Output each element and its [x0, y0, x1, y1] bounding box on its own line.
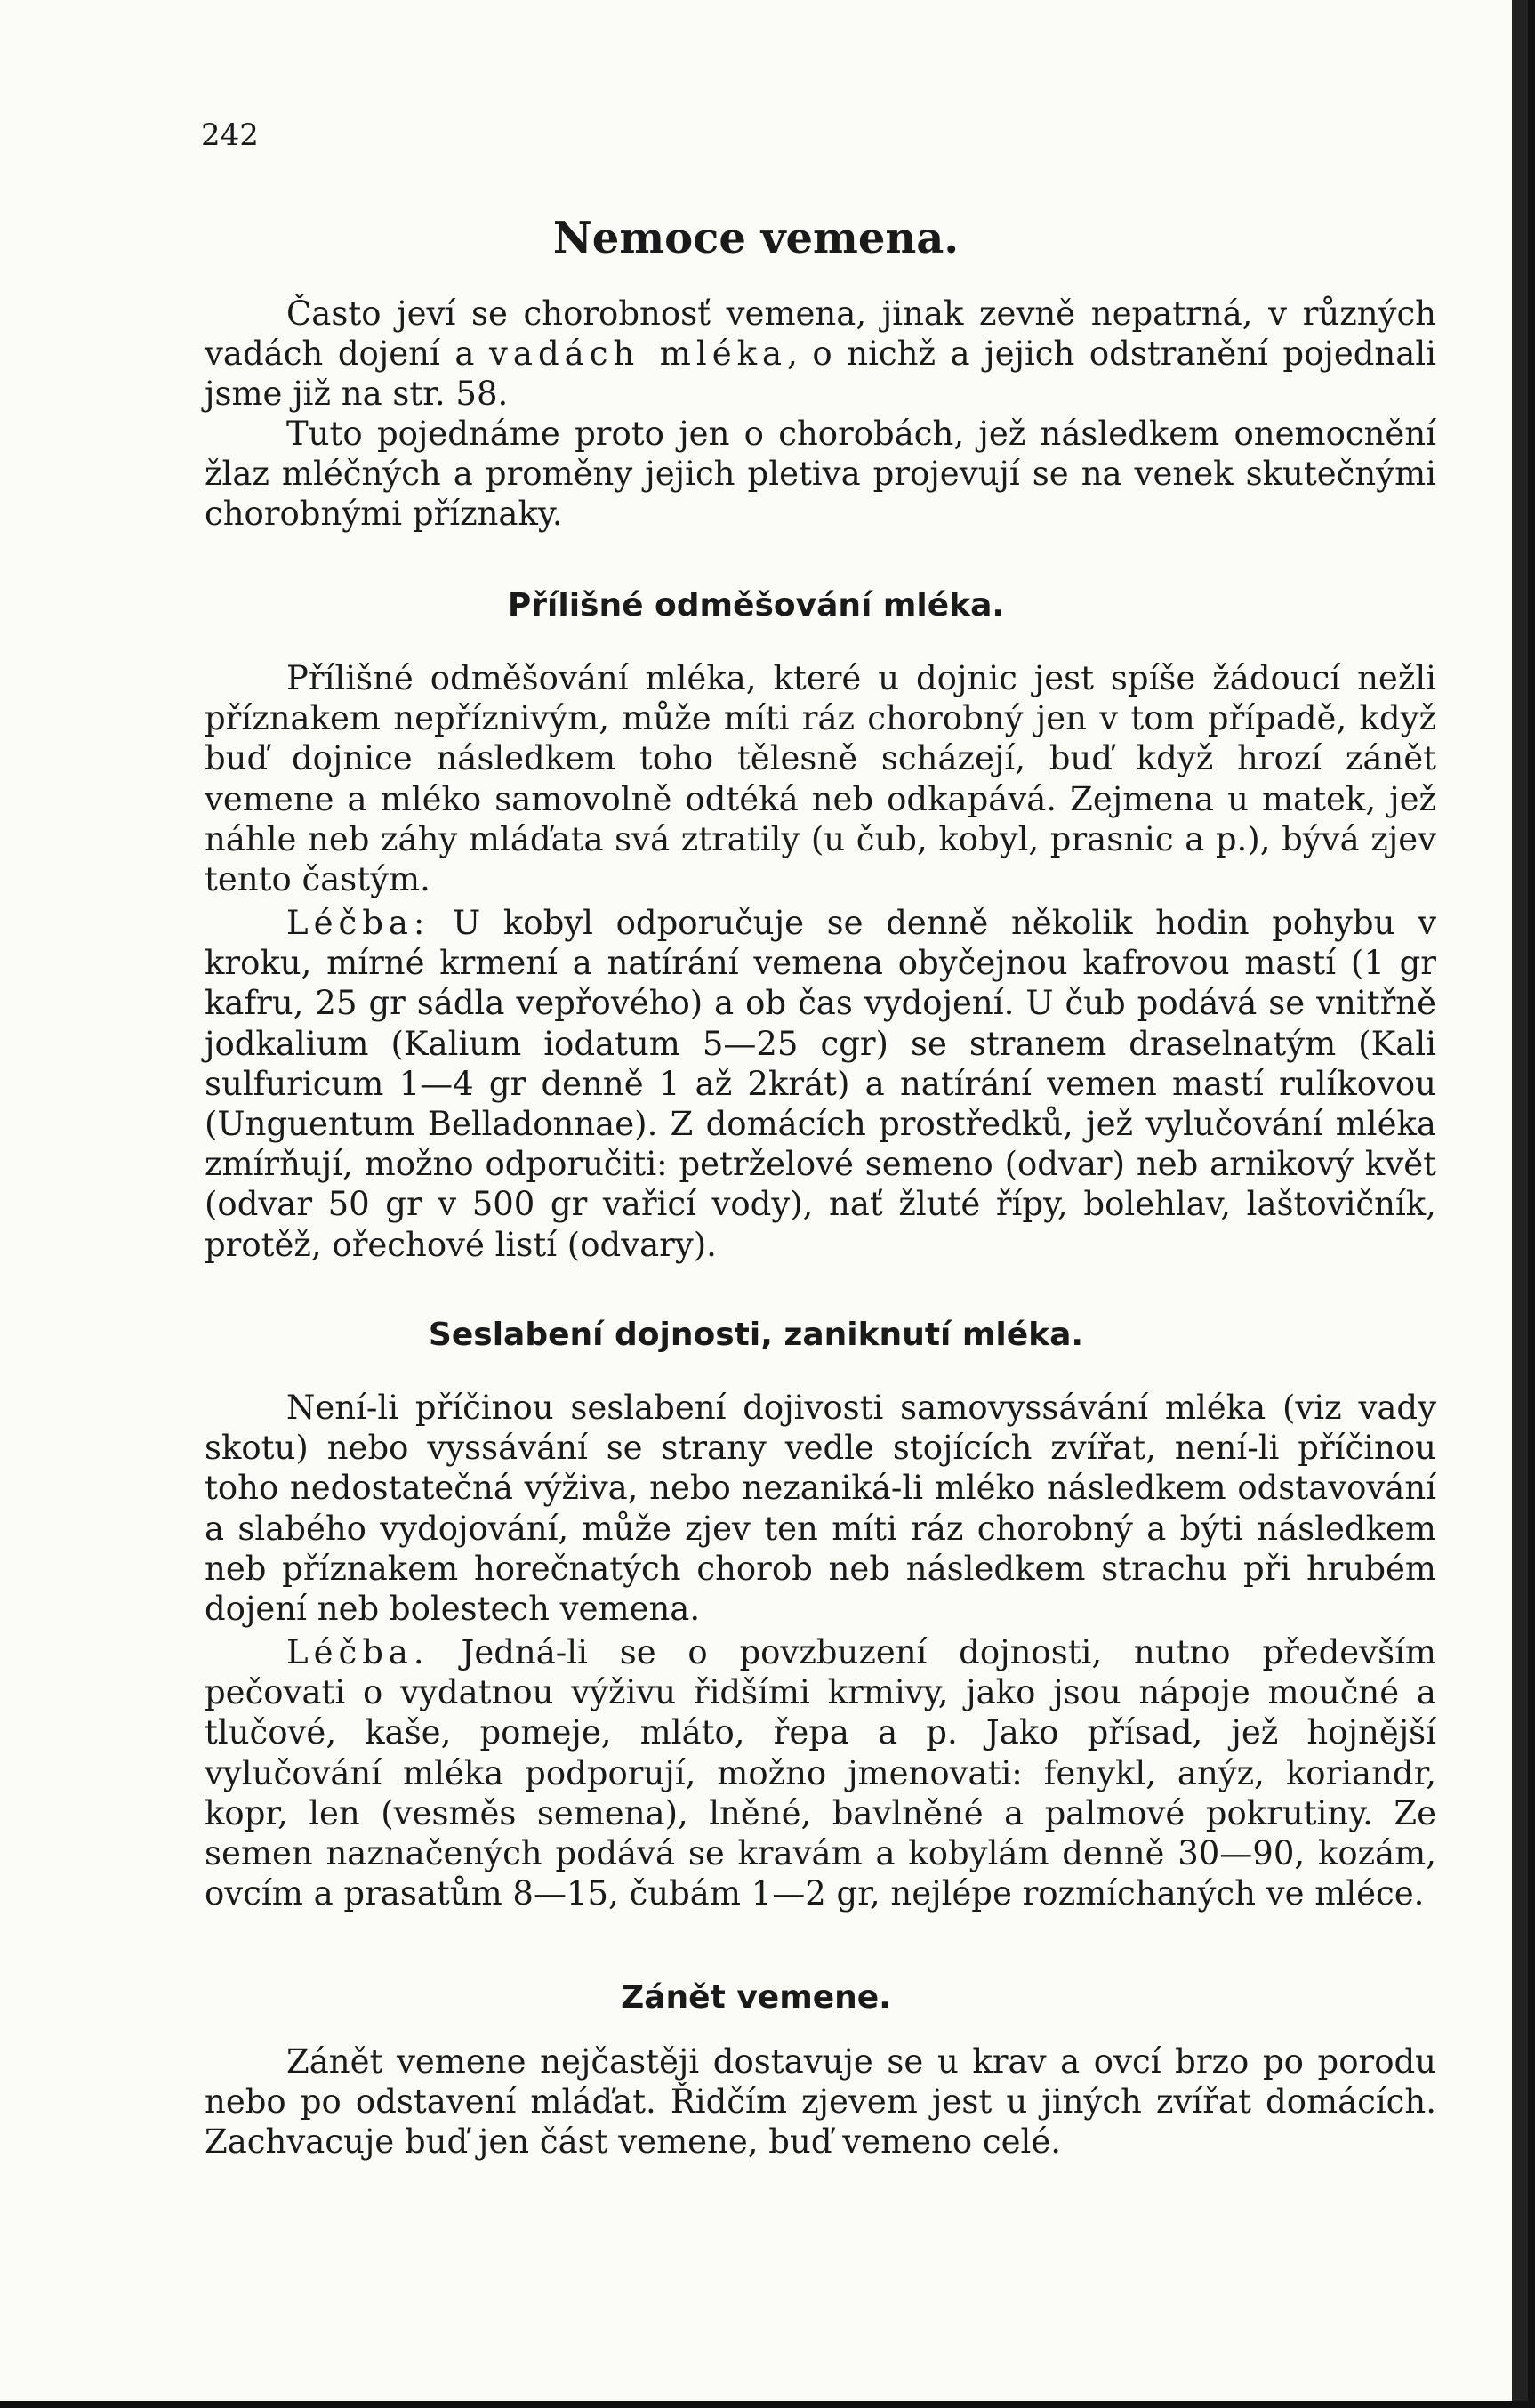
- intro-paragraph-1: Často jeví se chorobnosť vemena, jinak zevně nepatrná, v různých vadách dojení a vadách mléka, o nichž a jejich odstranění pojednali jsme již na str. 58.: [205, 294, 1436, 414]
- page-number: 242: [201, 117, 259, 153]
- intro-paragraph-2: Tuto pojednáme proto jen o chorobách, jež následkem onemocnění žlaz mléčných a proměny jejich pletiva projevují se na venek skutečnými chorobnými příznaky.: [205, 415, 1436, 534]
- treatment-paragraph: Léčba: U kobyl odporučuje se denně několik hodin pohybu v kroku, mírné krmení a natírání vemena obyčejnou kafrovou mastí (1 gr kafru, 25 gr sádla vepřového) a ob čas vydojení. U čub podává se vnitřně jodkalium (Kalium iodatum 5—25 cgr) se stranem draselnatým (Kali sulfuricum 1—4 gr denně 1 až 2krát) a natírání vemen mastí rulíkovou (Unguentum Belladonnae). Z domácích prostředků, jež vylučování mléka zmírňují, možno odporučiti: petrželové semeno (odvar) neb arnikový květ (odvar 50 gr v 500 gr vařicí vody), nať žluté řípy, bolehlav, laštovičník, protěž, ořechové listí (odvary).: [205, 904, 1436, 1264]
- section-paragraph: Přílišné odměšování mléka, které u dojnic jest spíše žádoucí nežli příznakem nepříznivým, může míti ráz chorobný jen v tom případě, když buď dojnice následkem toho tělesně scházejí, buď když hrozí zánět vemene a mléko samovolně odtéká neb odkapává. Zejmena u matek, jež náhle neb záhy mláďata svá ztratily (u čub, kobyl, prasnic a p.), bývá zjev tento častým.: [205, 659, 1436, 899]
- page-title: Nemoce vemena.: [552, 213, 960, 263]
- section-paragraph: Zánět vemene nejčastěji dostavuje se u krav a ovcí brzo po porodu nebo po odstavení mláďat. Řidčím zjevem jest u jiných zvířat domácích. Zachvacuje buď jen část vemene, buď vemeno celé.: [205, 2042, 1436, 2162]
- section-paragraph: Není-li příčinou seslabení dojivosti samovyssávání mléka (viz vady skotu) nebo vyssávání se strany vedle stojících zvířat, není-li příčinou toho nedostatečná výživa, nebo nezaniká-li mléko následkem odstavování a slabého vydojování, může zjev ten míti ráz chorobný a býti následkem neb příznakem horečnatých chorob neb následkem strachu při hrubém dojení neb bolestech vemena.: [205, 1389, 1436, 1629]
- section-heading: Zánět vemene.: [621, 1979, 891, 2016]
- treatment-paragraph: Léčba. Jedná-li se o povzbuzení dojnosti, nutno především pečovati o vydatnou výživu řidšími krmivy, jako jsou nápoje moučné a tlučové, kaše, pomeje, mláto, řepa a p. Jako přísad, jež hojnější vylučování mléka podporují, možno jmenovati: fenykl, anýz, koriandr, kopr, len (vesměs semena), lněné, bavlněné a palmové pokrutiny. Ze semen naznačených podává se kravám a kobylám denně 30—90, kozám, ovcím a prasatům 8—15, čubám 1—2 gr, nejlépe rozmíchaných ve mléce.: [205, 1633, 1436, 1913]
- page-bottom-edge: [0, 2401, 1535, 2408]
- page-edge: [1512, 0, 1528, 2402]
- section-heading: Přílišné odměšování mléka.: [507, 587, 1005, 624]
- section-heading: Seslabení dojnosti, zaniknutí mléka.: [428, 1317, 1084, 1353]
